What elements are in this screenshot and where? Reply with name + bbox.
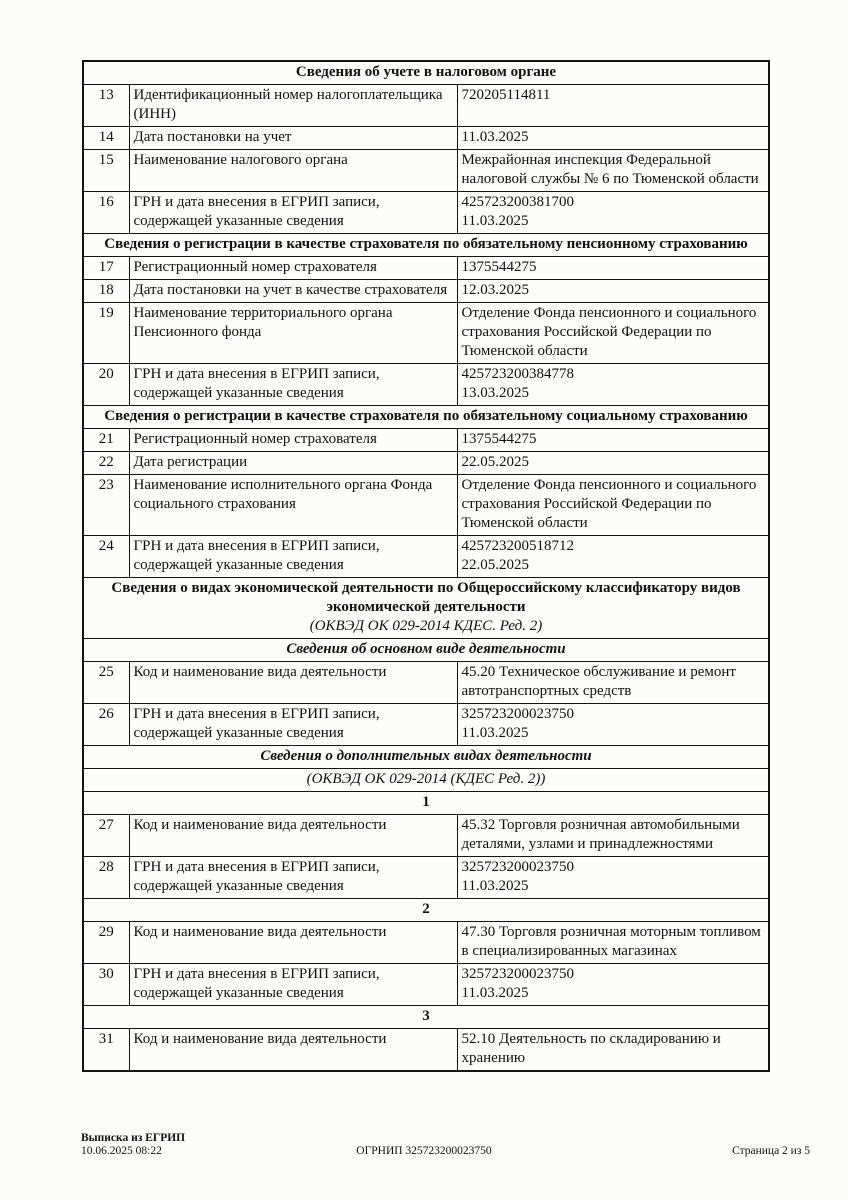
row-number: 28 (83, 857, 129, 899)
row-label: Дата регистрации (129, 452, 457, 475)
table-row (83, 922, 769, 964)
section-row (83, 1006, 769, 1029)
row-number: 27 (83, 815, 129, 857)
row-value (457, 857, 769, 899)
row-number: 29 (83, 922, 129, 964)
row-value (457, 475, 769, 536)
table-row (83, 85, 769, 127)
section-row (83, 234, 769, 257)
section-cell (83, 769, 769, 792)
row-value (457, 429, 769, 452)
section-cell (83, 406, 769, 429)
row-value (457, 257, 769, 280)
section-row (83, 769, 769, 792)
table-row (83, 857, 769, 899)
table-row (83, 127, 769, 150)
section-title: (ОКВЭД ОК 029-2014 КДЕС. Ред. 2) (309, 618, 543, 634)
row-number: 21 (83, 429, 129, 452)
table-row (83, 429, 769, 452)
row-value-line: 325723200023750 (461, 859, 574, 875)
row-value (457, 1029, 769, 1072)
section-cell (83, 899, 769, 922)
row-label: Дата постановки на учет в качестве страхователя (129, 280, 457, 303)
row-number: 18 (83, 280, 129, 303)
row-value-line: 45.32 Торговля розничная автомобильными деталями, узлами и принадлежностями (461, 817, 740, 852)
row-value (457, 280, 769, 303)
table-row (83, 192, 769, 234)
section-title: 1 (422, 794, 430, 810)
row-value (457, 150, 769, 192)
row-number: 26 (83, 704, 129, 746)
row-value-line: 47.30 Торговля розничная моторным топливом в специализированных магазинах (461, 924, 761, 959)
table-row (83, 364, 769, 406)
section-title: Сведения об основном виде деятельности (286, 641, 566, 657)
row-label: ГРН и дата внесения в ЕГРИП записи, содержащей указанные сведения (129, 704, 457, 746)
row-value-line: 11.03.2025 (461, 985, 529, 1001)
table-row (83, 662, 769, 704)
row-label: ГРН и дата внесения в ЕГРИП записи, содержащей указанные сведения (129, 536, 457, 578)
row-value-line: 12.03.2025 (461, 282, 529, 298)
row-label: Код и наименование вида деятельности (129, 815, 457, 857)
table-row (83, 280, 769, 303)
row-value-line: 11.03.2025 (461, 878, 529, 894)
section-cell (83, 578, 769, 639)
table-row (83, 964, 769, 1006)
table-row (83, 704, 769, 746)
section-row (83, 578, 769, 639)
row-label: ГРН и дата внесения в ЕГРИП записи, содержащей указанные сведения (129, 964, 457, 1006)
table-row (83, 303, 769, 364)
row-number: 25 (83, 662, 129, 704)
row-value (457, 662, 769, 704)
row-label: ГРН и дата внесения в ЕГРИП записи, содержащей указанные сведения (129, 857, 457, 899)
section-cell (83, 792, 769, 815)
section-title: Сведения о дополнительных видах деятельности (260, 748, 592, 764)
row-value (457, 922, 769, 964)
row-value-line: 11.03.2025 (461, 725, 529, 741)
section-row (83, 899, 769, 922)
row-label: Наименование налогового органа (129, 150, 457, 192)
row-label: Дата постановки на учет (129, 127, 457, 150)
row-number: 19 (83, 303, 129, 364)
row-value (457, 536, 769, 578)
row-value (457, 364, 769, 406)
row-number: 15 (83, 150, 129, 192)
row-value-line: Межрайонная инспекция Федеральной налоговой службы № 6 по Тюменской области (461, 152, 759, 187)
row-number: 30 (83, 964, 129, 1006)
row-value-line: 11.03.2025 (461, 213, 529, 229)
table-row (83, 536, 769, 578)
table-row (83, 1029, 769, 1072)
section-row (83, 61, 769, 85)
section-row (83, 792, 769, 815)
row-label: Наименование исполнительного органа Фонда социального страхования (129, 475, 457, 536)
egrip-table (82, 60, 770, 1072)
section-cell (83, 746, 769, 769)
row-value-line: 325723200023750 (461, 966, 574, 982)
row-label: ГРН и дата внесения в ЕГРИП записи, содержащей указанные сведения (129, 364, 457, 406)
row-value-line: 11.03.2025 (461, 129, 529, 145)
row-value (457, 303, 769, 364)
row-value-line: 720205114811 (461, 87, 551, 103)
table-row (83, 452, 769, 475)
row-number: 16 (83, 192, 129, 234)
row-value (457, 964, 769, 1006)
section-title: Сведения о регистрации в качестве страхователя по обязательному социальному страхованию (104, 408, 748, 424)
row-value (457, 127, 769, 150)
table-row (83, 815, 769, 857)
row-label: Наименование территориального органа Пенсионного фонда (129, 303, 457, 364)
row-value (457, 85, 769, 127)
row-value-line: 425723200384778 (461, 366, 574, 382)
section-cell (83, 61, 769, 85)
row-label: Код и наименование вида деятельности (129, 922, 457, 964)
row-value (457, 815, 769, 857)
row-value-line: 52.10 Деятельность по складированию и хранению (461, 1031, 721, 1066)
table-row (83, 150, 769, 192)
table-row (83, 475, 769, 536)
row-value-line: Отделение Фонда пенсионного и социального страхования Российской Федерации по Тюменской области (461, 477, 757, 531)
row-value (457, 704, 769, 746)
footer-ogrnip: ОГРНИП 325723200023750 (356, 1145, 492, 1157)
row-number: 14 (83, 127, 129, 150)
row-label: Идентификационный номер налогоплательщика (ИНН) (129, 85, 457, 127)
section-title: Сведения о регистрации в качестве страхователя по обязательному пенсионному страхованию (104, 236, 748, 252)
footer-datetime: 10.06.2025 08:22 (81, 1145, 162, 1157)
row-number: 17 (83, 257, 129, 280)
section-cell (83, 234, 769, 257)
row-label: Код и наименование вида деятельности (129, 662, 457, 704)
section-title: Сведения о видах экономической деятельности по Общероссийскому классификатору видов экономической деятельности (111, 580, 741, 615)
section-row (83, 639, 769, 662)
egrip-table-body (83, 61, 769, 1071)
section-title: 2 (422, 901, 430, 917)
row-label: Код и наименование вида деятельности (129, 1029, 457, 1072)
row-value-line: 325723200023750 (461, 706, 574, 722)
row-value-line: 1375544275 (461, 259, 537, 275)
section-title: Сведения об учете в налоговом органе (295, 64, 557, 80)
row-number: 31 (83, 1029, 129, 1072)
section-row (83, 406, 769, 429)
section-title: (ОКВЭД ОК 029-2014 (КДЕС Ред. 2)) (306, 771, 546, 787)
footer-page-number: Страница 2 из 5 (732, 1145, 810, 1157)
row-number: 22 (83, 452, 129, 475)
section-cell (83, 639, 769, 662)
section-title: 3 (422, 1008, 430, 1024)
row-label: ГРН и дата внесения в ЕГРИП записи, содержащей указанные сведения (129, 192, 457, 234)
row-number: 13 (83, 85, 129, 127)
section-cell (83, 1006, 769, 1029)
row-number: 24 (83, 536, 129, 578)
row-value-line: 45.20 Техническое обслуживание и ремонт автотранспортных средств (461, 664, 736, 699)
row-value-line: 22.05.2025 (461, 454, 529, 470)
row-value-line: 425723200518712 (461, 538, 574, 554)
row-label: Регистрационный номер страхователя (129, 257, 457, 280)
table-row (83, 257, 769, 280)
row-label: Регистрационный номер страхователя (129, 429, 457, 452)
section-row (83, 746, 769, 769)
row-number: 20 (83, 364, 129, 406)
row-value-line: 22.05.2025 (461, 557, 529, 573)
footer-doc-title: Выписка из ЕГРИП (81, 1132, 186, 1144)
row-value-line: Отделение Фонда пенсионного и социального страхования Российской Федерации по Тюменской области (461, 305, 757, 359)
row-value (457, 192, 769, 234)
row-value-line: 425723200381700 (461, 194, 574, 210)
row-value-line: 13.03.2025 (461, 385, 529, 401)
row-value-line: 1375544275 (461, 431, 537, 447)
row-value (457, 452, 769, 475)
row-number: 23 (83, 475, 129, 536)
